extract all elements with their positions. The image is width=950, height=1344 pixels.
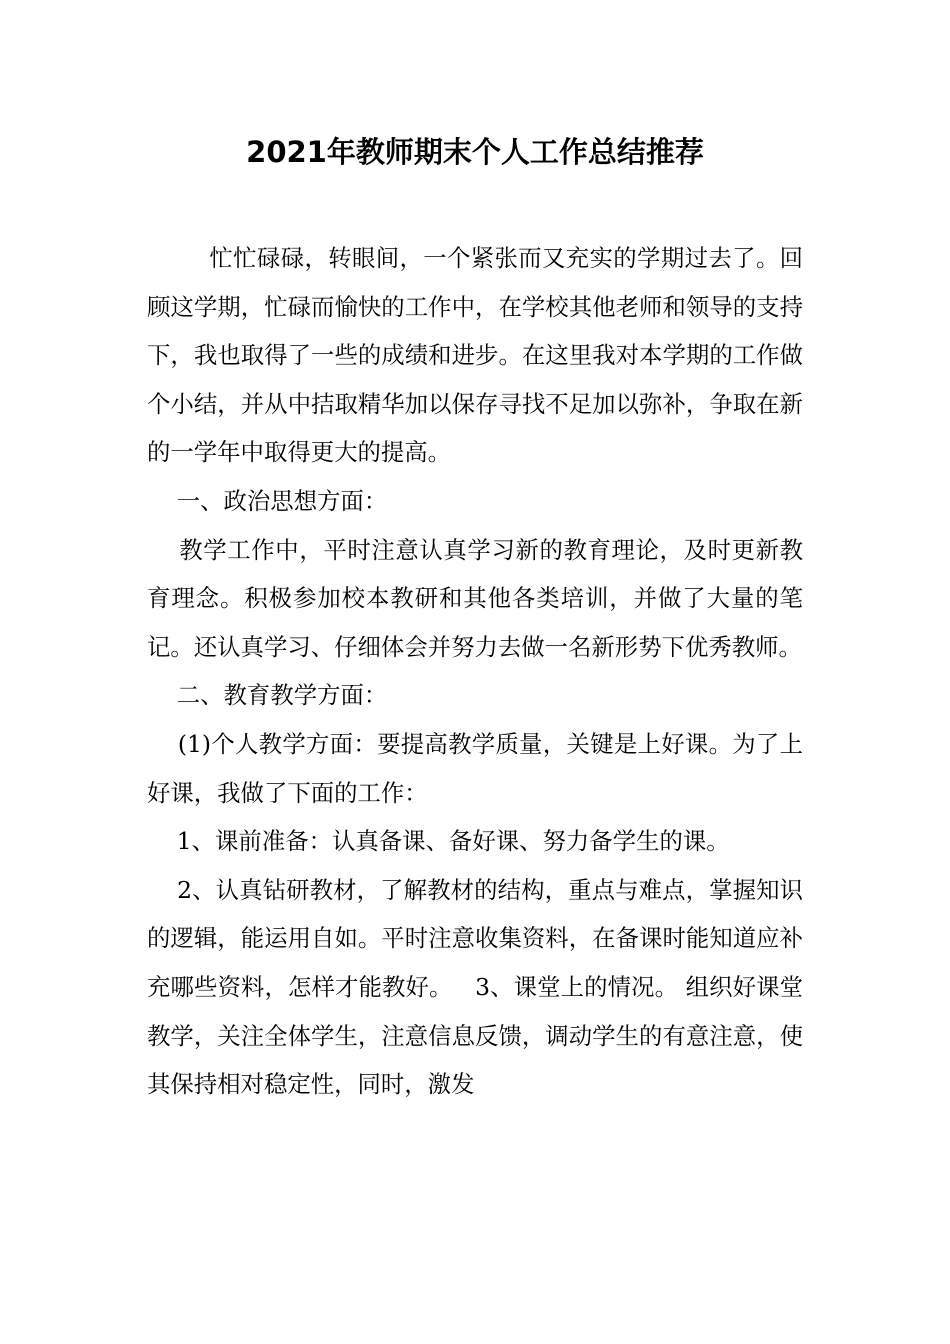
teaching-paragraph-1: (1)个人教学方面：要提高教学质量，关键是上好课。为了上好课，我做了下面的工作：: [147, 729, 803, 807]
intro-paragraph: 忙忙碌碌，转眼间，一个紧张而又充实的学期过去了。回顾这学期，忙碌而愉快的工作中，在学校其他老师和领导的支持下，我也取得了一些的成绩和进步。在这里我对本学期的工作做个小结，并从中拮取精华加以保存寻找不足加以弥补，争取在新的一学年中取得更大的提高。: [147, 244, 803, 467]
section-heading-politics: 一、政治思想方面：: [147, 486, 388, 515]
politics-paragraph: 教学工作中，平时注意认真学习新的教育理论，及时更新教育理念。积极参加校本教研和其他各类培训，并做了大量的笔记。还认真学习、仔细体会并努力去做一名新形势下优秀教师。: [147, 535, 804, 661]
document-body: [147, 234, 803, 1109]
teaching-paragraph-2: 1、课前准备：认真备课、备好课、努力备学生的课。: [147, 827, 730, 856]
teaching-paragraph-3: 2、认真钻研教材，了解教材的结构，重点与难点，掌握知识的逻辑，能运用自如。平时注意收集资料，在备课时能知道应补充哪些资料，怎样才能教好。 3、课堂上的情况。 组织好课堂教学，关注全体学生，注意信息反馈，调动学生的有意注意，使其保持相对稳定性，同时，激发: [147, 875, 803, 1099]
section-heading-teaching: 二、教育教学方面：: [147, 681, 388, 710]
document-title: 2021年教师期末个人工作总结推荐: [246, 135, 704, 169]
